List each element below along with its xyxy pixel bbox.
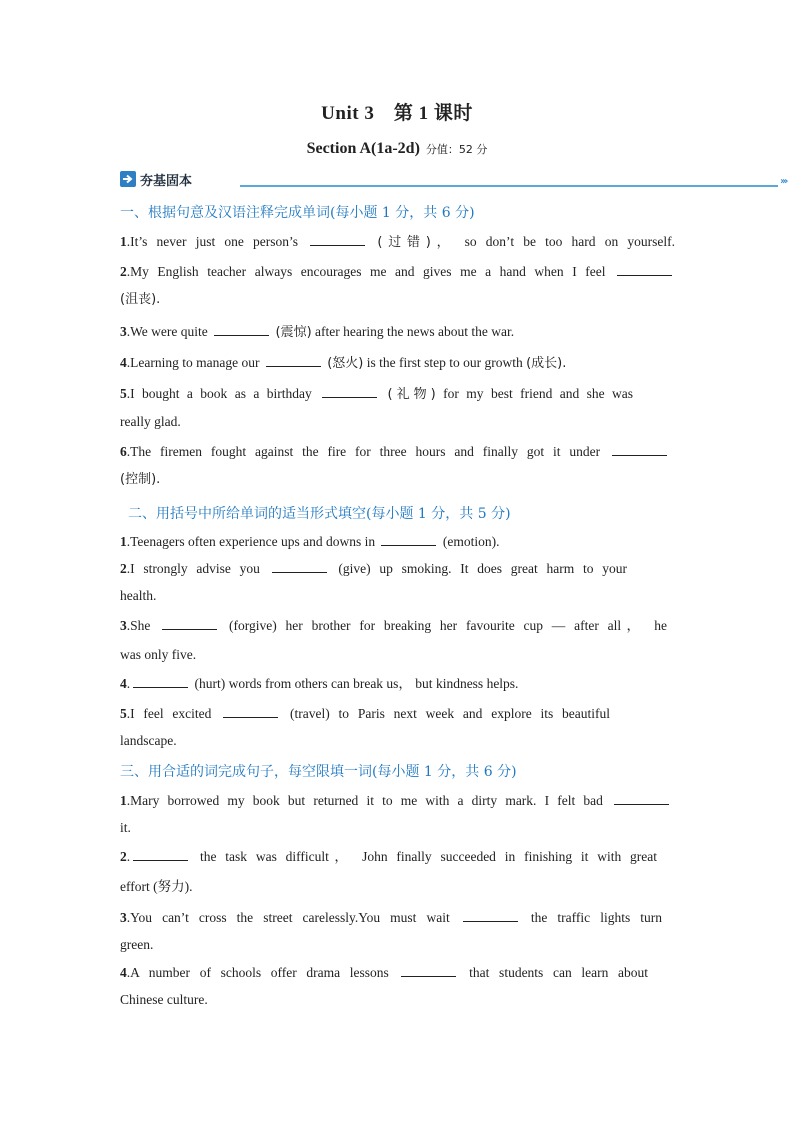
section-heading-text: 一、根据句意及汉语注释完成单词	[120, 205, 330, 221]
question-text: .	[126, 676, 131, 691]
question-item	[120, 792, 672, 809]
question-item	[120, 354, 566, 372]
question-continuation: (控制).	[120, 472, 161, 487]
question-text: (hurt) words from others can break us， but kindness helps.	[194, 676, 519, 691]
arrow-badge-icon	[120, 171, 136, 187]
banner-label: 夯基固本	[140, 174, 193, 189]
question-number: 2	[120, 849, 127, 864]
answer-blank[interactable]	[162, 617, 217, 630]
section-subtitle	[0, 140, 794, 158]
section-heading-text: 二、用括号中所给单词的适当形式填空	[128, 506, 366, 522]
answer-blank[interactable]	[322, 385, 377, 398]
question-continuation: effort (努力).	[120, 879, 193, 894]
answer-blank[interactable]	[612, 443, 667, 456]
section-heading	[120, 202, 475, 222]
answer-blank[interactable]	[617, 263, 672, 276]
chinese-hint: (礼物)	[387, 387, 436, 402]
question-number: 1	[120, 534, 127, 549]
chinese-hint: (怒火)	[327, 356, 364, 371]
question-text: .A number of schools offer drama lessons	[126, 965, 389, 980]
question-text: .We were quite	[126, 324, 208, 339]
question-text: .I bought a book as a birthday	[126, 386, 312, 401]
section-heading	[128, 503, 511, 523]
question-item	[120, 443, 670, 460]
section-heading-note: (每小题 1 分，共 5 分)	[366, 506, 511, 522]
score-label: 分值：52 分	[425, 143, 488, 156]
chinese-hint: (过错)，	[377, 235, 456, 250]
question-text: .You can’t cross the street carelessly.You must wait	[126, 910, 450, 925]
question-continuation: landscape.	[120, 733, 177, 748]
chevrons-icon: ›››	[780, 176, 787, 187]
question-continuation: it.	[120, 820, 131, 835]
question-text: for my best friend and she was	[443, 386, 634, 401]
question-number: 5	[120, 706, 127, 721]
question-number: 4	[120, 676, 127, 691]
answer-blank[interactable]	[214, 323, 269, 336]
question-text: the task was difficult， John finally succeeded in finishing it with great	[199, 849, 658, 864]
question-number: 3	[120, 618, 127, 633]
question-number: 3	[120, 324, 127, 339]
question-item	[120, 323, 514, 341]
page-title: Unit 3 第 1 课时	[321, 103, 473, 124]
chinese-hint: (震惊)	[275, 325, 312, 340]
question-text: .I strongly advise you	[126, 561, 260, 576]
section-heading-note: (每小题 1 分，共 6 分)	[330, 205, 475, 221]
question-number: 1	[120, 793, 127, 808]
question-text: the traffic lights turn	[530, 910, 662, 925]
question-text: (emotion).	[442, 534, 500, 549]
question-continuation: really glad.	[120, 414, 181, 429]
question-number: 1	[120, 234, 127, 249]
question-text: .Learning to manage our	[126, 355, 260, 370]
question-item	[120, 560, 627, 577]
question-continuation: health.	[120, 588, 157, 603]
question-item	[120, 263, 675, 280]
question-number: 2	[120, 264, 127, 279]
question-text: (give) up smoking. It does great harm to your	[338, 561, 628, 576]
question-item	[120, 617, 667, 634]
question-text: .It’s never just one person’s	[126, 234, 299, 249]
answer-blank[interactable]	[266, 354, 321, 367]
question-text: .The firemen fought against the fire for three hours and finally got it under	[126, 444, 601, 459]
question-number: 4	[120, 965, 127, 980]
answer-blank[interactable]	[463, 909, 518, 922]
section-heading-note: (每小题 1 分，共 6 分)	[372, 764, 517, 780]
answer-blank[interactable]	[133, 675, 188, 688]
answer-blank[interactable]	[381, 533, 436, 546]
answer-blank[interactable]	[401, 964, 456, 977]
answer-blank[interactable]	[614, 792, 669, 805]
question-item	[120, 909, 662, 926]
question-continuation: Chinese culture.	[120, 992, 208, 1007]
question-continuation: was only five.	[120, 647, 197, 662]
question-text: .Mary borrowed my book but returned it to me with a dirty mark. I felt bad	[126, 793, 603, 808]
question-item	[120, 533, 499, 550]
question-number: 3	[120, 910, 127, 925]
question-number: 6	[120, 444, 127, 459]
question-text: (forgive) her brother for breaking her favourite cup — after all， he	[229, 618, 668, 633]
answer-blank[interactable]	[133, 848, 188, 861]
question-text: (travel) to Paris next week and explore its beautiful	[290, 706, 611, 721]
section-banner	[120, 170, 787, 190]
question-text: is the first step to our growth	[366, 355, 523, 370]
question-text: so don’t be too hard on yourself.	[464, 234, 675, 249]
question-item	[120, 675, 518, 692]
question-number: 5	[120, 386, 127, 401]
question-text: .Teenagers often experience ups and downs in	[126, 534, 376, 549]
question-item	[120, 233, 675, 251]
banner-rule	[240, 185, 778, 187]
answer-blank[interactable]	[223, 705, 278, 718]
section-heading	[120, 761, 517, 781]
section-heading-text: 三、用合适的词完成句子，每空限填一词	[120, 764, 372, 780]
question-text: .I feel excited	[126, 706, 212, 721]
question-text: .	[126, 849, 131, 864]
answer-blank[interactable]	[272, 560, 327, 573]
question-item	[120, 848, 657, 865]
question-continuation: (沮丧).	[120, 292, 161, 307]
question-text: .She	[126, 618, 151, 633]
question-item	[120, 964, 648, 981]
answer-blank[interactable]	[310, 233, 365, 246]
question-item	[120, 705, 610, 722]
question-text: .My English teacher always encourages me and gives me a hand when I feel	[126, 264, 606, 279]
question-number: 2	[120, 561, 127, 576]
question-item	[120, 385, 633, 403]
question-text: that students can learn about	[469, 965, 649, 980]
question-text: after hearing the news about the war.	[315, 324, 515, 339]
subtitle-text: Section A(1a-2d)	[306, 140, 420, 157]
chinese-hint: (成长).	[526, 356, 567, 371]
question-number: 4	[120, 355, 127, 370]
question-continuation: green.	[120, 937, 154, 952]
